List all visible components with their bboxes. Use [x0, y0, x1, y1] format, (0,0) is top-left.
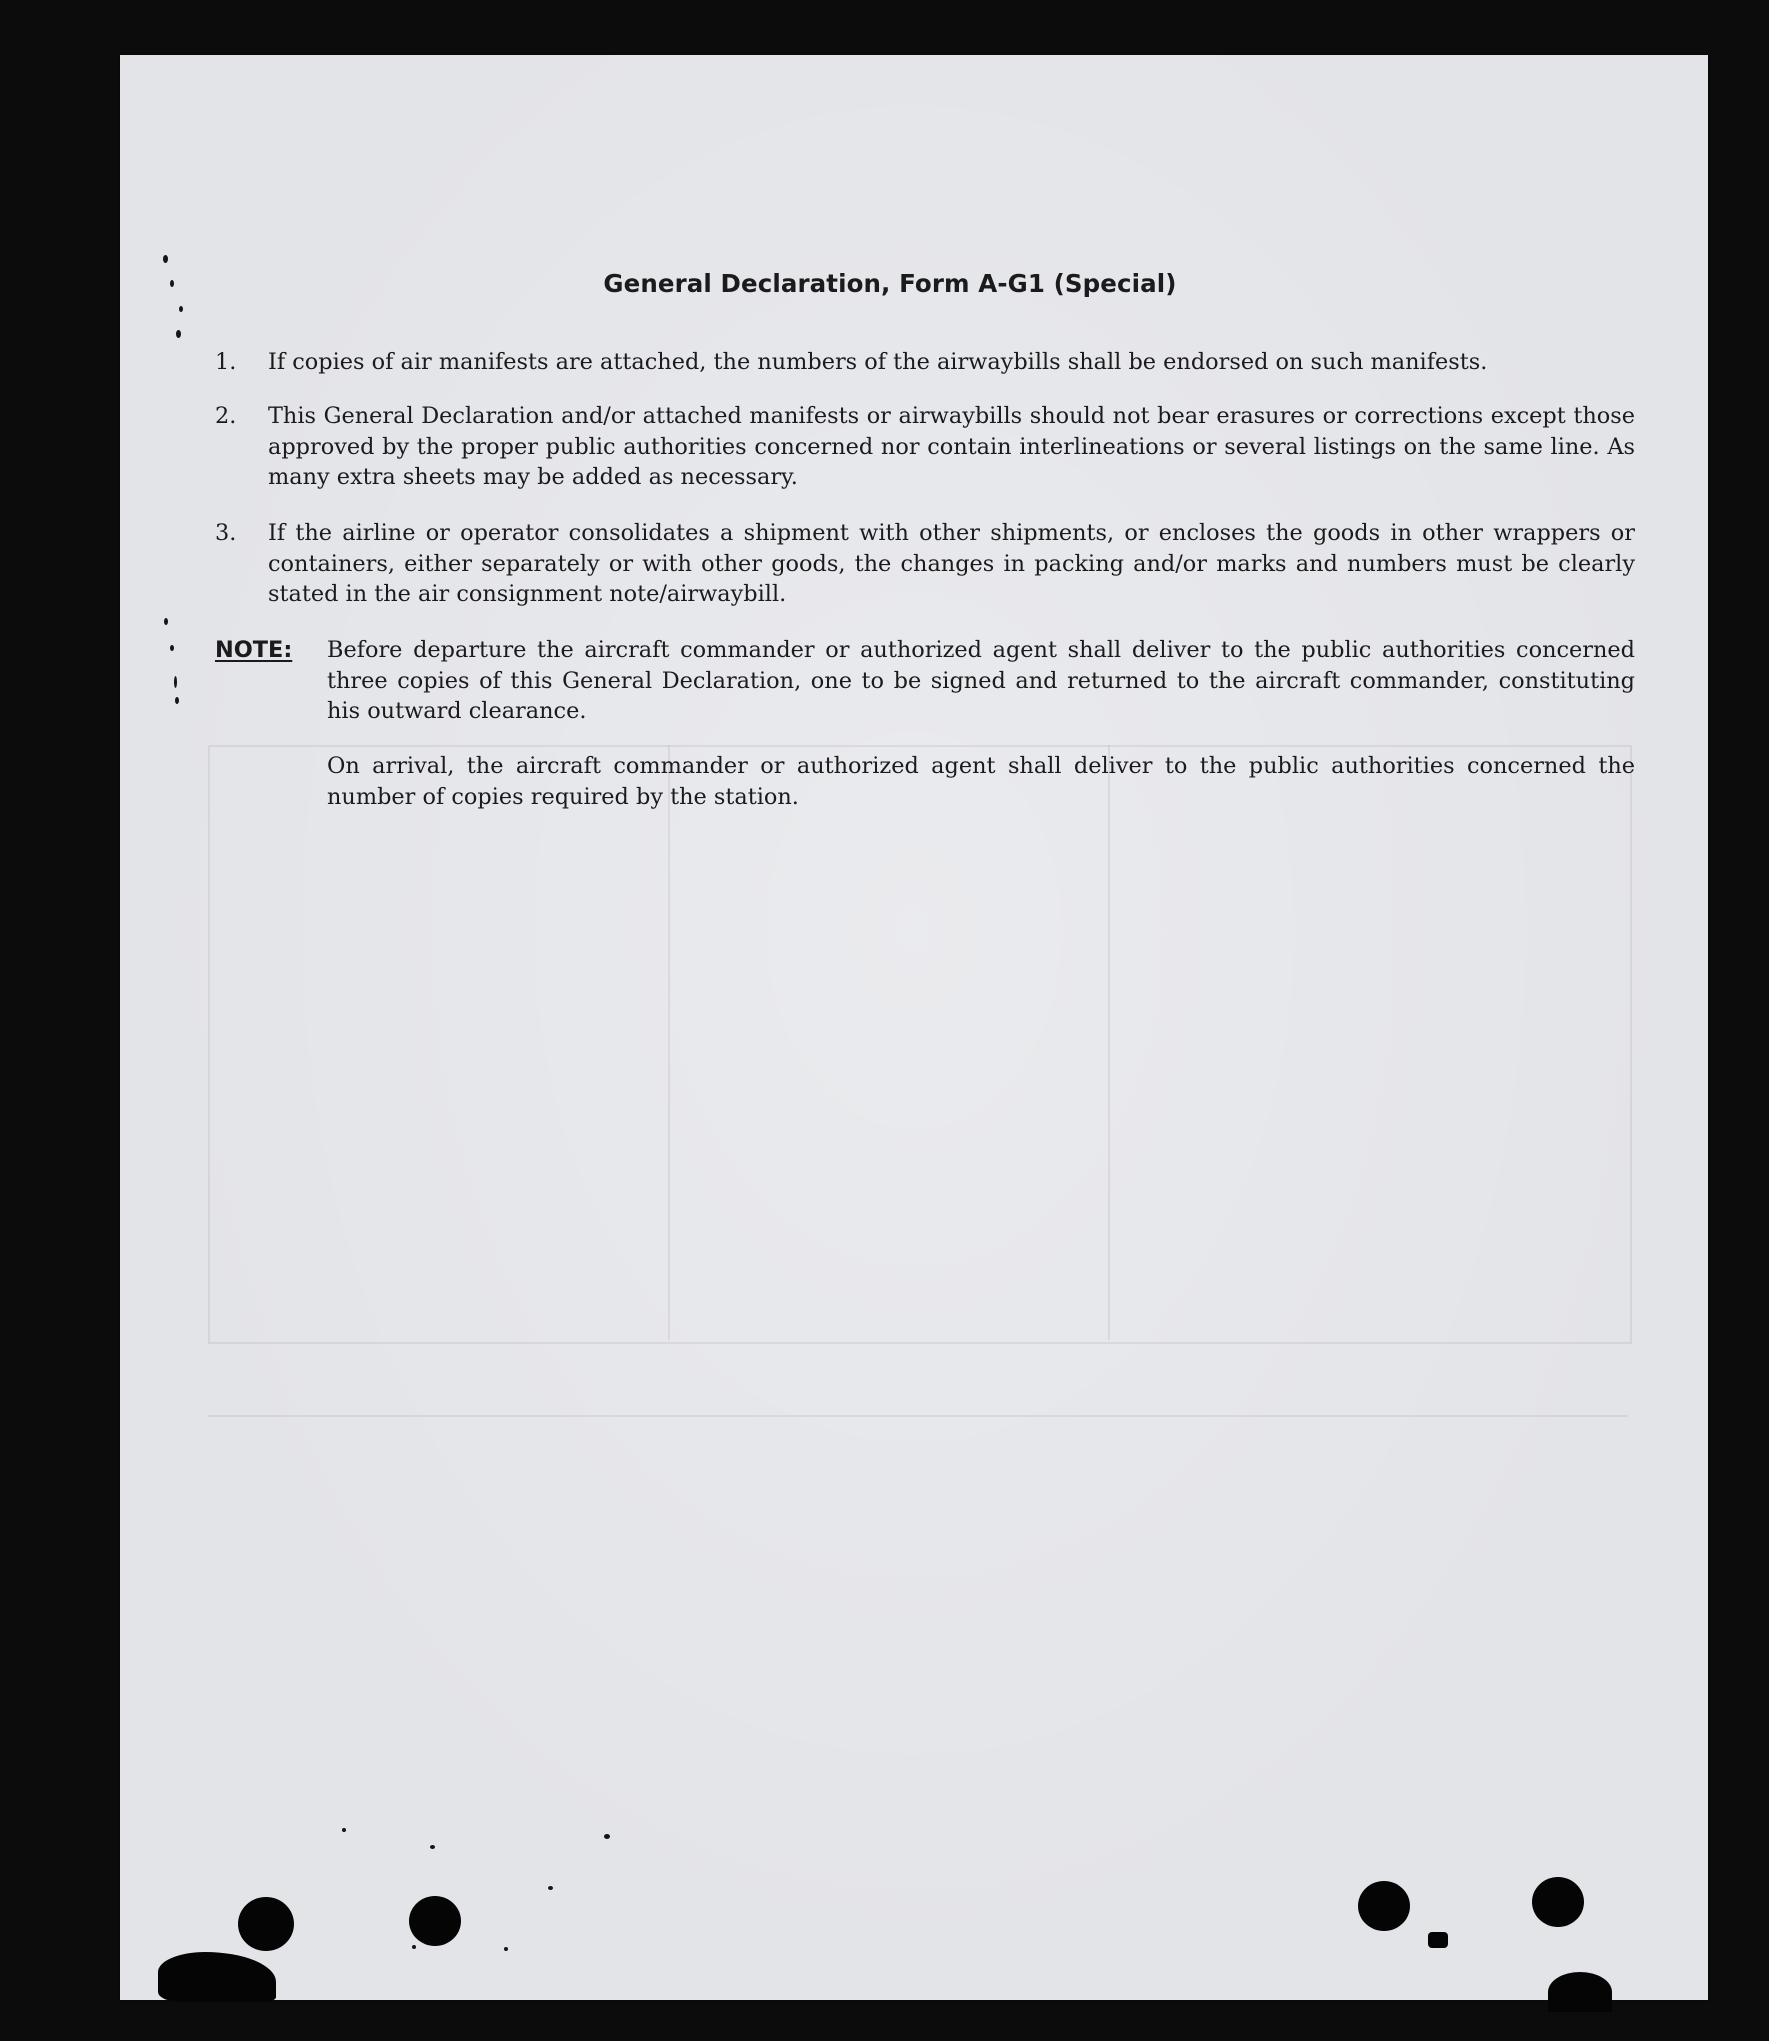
note-paragraph-arrival: On arrival, the aircraft commander or authorized agent shall deliver to the public authorities concerned the number of copies required by the station.	[327, 753, 1635, 810]
margin-speck	[163, 255, 168, 263]
punch-hole	[1532, 1877, 1584, 1927]
bleed-through-rule	[208, 1415, 1628, 1417]
item-text: This General Declaration and/or attached manifests or airwaybills should not bear erasures or corrections except those approved by the proper public authorities concerned nor contain interlineations or several listings on the same line. As many extra sheets may be added as necessary.	[268, 403, 1635, 490]
margin-speck	[164, 618, 168, 625]
item-number: 3.	[215, 520, 237, 546]
punch-hole	[409, 1896, 461, 1946]
instruction-item	[215, 401, 1635, 493]
item-text: If copies of air manifests are attached, the numbers of the airwaybills shall be endorsed on such manifests.	[268, 349, 1488, 375]
item-text: If the airline or operator consolidates a shipment with other shipments, or encloses the goods in other wrappers or containers, either separately or with other goods, the changes in packing and/or marks and numbers must be clearly stated in the air consignment note/airwaybill.	[268, 520, 1635, 607]
margin-speck	[430, 1845, 435, 1849]
item-number: 1.	[215, 349, 237, 375]
punch-hole	[238, 1897, 294, 1951]
margin-speck	[412, 1945, 416, 1949]
margin-speck	[174, 676, 177, 688]
note-label: NOTE:	[215, 637, 293, 663]
paper-tear	[1548, 1972, 1612, 2012]
bleed-through-column-rule	[668, 745, 670, 1340]
margin-speck	[548, 1886, 553, 1890]
margin-speck	[175, 697, 179, 704]
page-title: General Declaration, Form A-G1 (Special)	[603, 269, 1177, 298]
margin-speck	[179, 306, 183, 312]
paper-sheet	[120, 55, 1708, 2000]
margin-speck	[176, 330, 181, 338]
bleed-through-column-rule	[1108, 745, 1110, 1340]
punch-hole	[1358, 1881, 1410, 1931]
bleed-through-table	[208, 745, 1632, 1344]
instruction-item	[215, 347, 1635, 378]
margin-speck	[604, 1834, 610, 1839]
margin-speck	[170, 645, 174, 651]
paper-tear	[1428, 1932, 1448, 1948]
margin-speck	[170, 280, 174, 287]
margin-speck	[342, 1828, 346, 1832]
margin-speck	[504, 1947, 508, 1951]
instruction-item	[215, 518, 1635, 610]
item-number: 2.	[215, 403, 237, 429]
note-paragraph-departure: Before departure the aircraft commander or authorized agent shall deliver to the public authorities concerned three copies of this General Declaration, one to be signed and returned to the aircraft commander, constituting his outward clearance.	[327, 637, 1635, 724]
